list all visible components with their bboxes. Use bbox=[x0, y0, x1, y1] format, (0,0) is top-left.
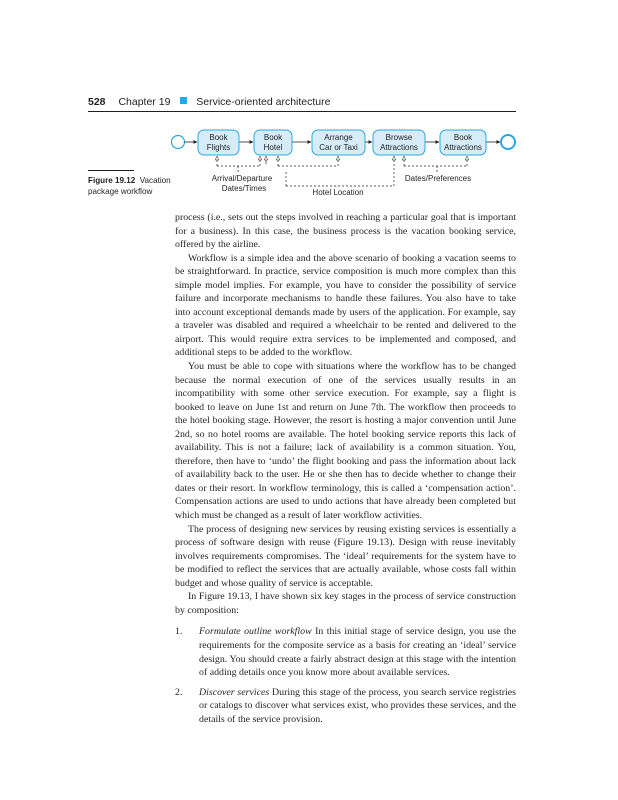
caption-rule bbox=[88, 170, 134, 171]
input-label-dates: Arrival/Departure bbox=[211, 174, 273, 183]
list-text: During this stage of the process, you search service registries or catalogs to discover what services exist, who provides these services, and the details of the service provision. bbox=[199, 686, 517, 725]
start-event-icon bbox=[172, 136, 185, 149]
paragraph: process (i.e., sets out the steps involved in reaching a particular goal that is important for a business). In this case, the business process is the vacation booking service, offered by the airline. bbox=[175, 212, 516, 251]
figure-caption bbox=[88, 176, 188, 197]
step-browse-attractions bbox=[373, 130, 425, 155]
step-label: Car or Taxi bbox=[319, 143, 358, 152]
section-title: Service-oriented architecture bbox=[196, 96, 331, 108]
list-item bbox=[175, 625, 516, 679]
step-book-hotel bbox=[254, 130, 292, 155]
step-label: Book bbox=[453, 133, 473, 142]
list-number: 1. bbox=[175, 626, 183, 638]
step-label: Attractions bbox=[380, 143, 418, 152]
input-label-preferences: Dates/Preferences bbox=[404, 174, 472, 183]
step-label: Flights bbox=[206, 143, 231, 152]
paragraph: You must be able to cope with situations where the workflow has to be changed because the normal execution of one of the services usually results in an incompatibility with some other service execution. For example, say a flight is booked to leave on June 1st and return on June 7th. The workflow then proceeds to the hotel booking stage. However, the resort is hosting a major convention until June 2nd, so no hotel rooms are available. The hotel booking service reports this lack of availability. This is not a failure; lack of availability is a common situation. You, therefore, then have to ‘undo’ the flight booking and pass the information about lack of availability back to the user. He or she then has to decide whether to change their dates or their resort. In workflow terminology, this is called a ‘compensation action’. Compensation actions are used to undo actions that have already been completed but which must be changed as a result of later workflow activities. bbox=[175, 361, 516, 522]
stage-list bbox=[175, 625, 516, 726]
step-label: Hotel bbox=[263, 143, 283, 152]
step-book-flights bbox=[198, 130, 239, 155]
step-label: Arrange bbox=[324, 133, 353, 142]
list-item bbox=[175, 686, 516, 727]
list-text: In this initial stage of service design, you use the requirements for the composite service as a basis for creating an ‘ideal’ service design. You should create a fairly abstract design at this stage with the intention of adding details once you know more about available services. bbox=[199, 626, 516, 679]
paragraph: In Figure 19.13, I have shown six key stages in the process of service construction by composition: bbox=[175, 591, 516, 616]
step-arrange-car bbox=[312, 130, 365, 155]
paragraph: Workflow is a simple idea and the above scenario of booking a vacation seems to be straightforward. In practice, service composition is much more complex than this simple model implies. For example, you have to consider the possibility of service failure and incorporate mechanisms to handle these failures. You also have to take into account exceptional demands made by users of the application. For example, say a traveler was disabled and required a wheelchair to be rented and delivered to the airport. This would require extra services to be implemented and composed, and additional steps to be added to the workflow. bbox=[175, 252, 516, 359]
figure-number: Figure 19.12 bbox=[88, 176, 136, 185]
list-number: 2. bbox=[175, 686, 183, 698]
input-label-dates: Dates/Times bbox=[221, 184, 267, 193]
chapter-label: Chapter 19 bbox=[118, 96, 171, 108]
figure-caption-text: Vacation package workflow bbox=[88, 176, 171, 196]
body-text bbox=[175, 211, 516, 732]
step-label: Browse bbox=[385, 133, 413, 142]
step-label: Attractions bbox=[444, 143, 482, 152]
list-term: Discover services bbox=[199, 686, 270, 698]
list-term: Formulate outline workflow bbox=[199, 626, 312, 638]
paragraph: The process of designing new services by reusing existing services is essentially a process of software design with reuse (Figure 19.13). Design with reuse inevitably involves requirements compromises. The ‘ideal’ requirements for the system have to be modified to reflect the services that are actually available, whose costs fall within budget and whose quality of service is acceptable. bbox=[175, 523, 516, 589]
step-book-attractions bbox=[440, 130, 486, 155]
end-event-icon bbox=[501, 135, 515, 149]
step-label: Book bbox=[209, 133, 228, 142]
input-label-hotel-location: Hotel Location bbox=[312, 188, 364, 197]
page-number: 528 bbox=[88, 96, 106, 108]
step-label: Book bbox=[263, 133, 283, 142]
